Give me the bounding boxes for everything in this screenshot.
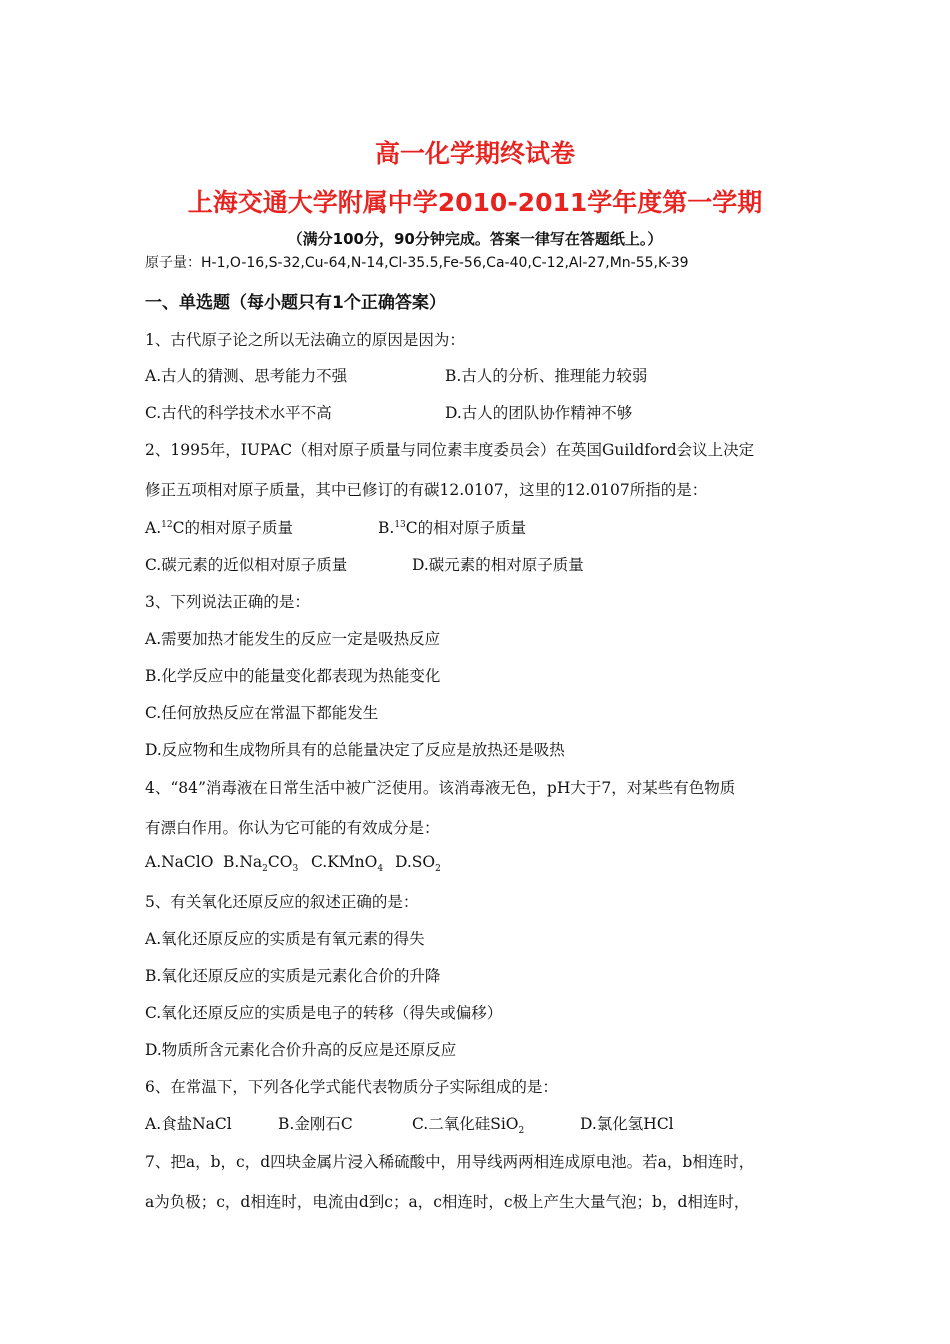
q2-b-superscript: 13	[394, 519, 406, 530]
q2-option-b	[378, 516, 526, 538]
q2-a-text: C的相对原子质量	[172, 519, 293, 537]
q6-option-d: D.氯化氢HCl	[580, 1115, 674, 1133]
q3-option-c: C.任何放热反应在常温下都能发生	[145, 704, 379, 722]
q4-option-a: A.NaClO	[145, 853, 214, 871]
exam-title: 高一化学期终试卷	[374, 139, 575, 168]
q4-stem-line2: 有漂白作用。你认为它可能的有效成分是：	[145, 819, 440, 837]
q2-b-prefix: B.	[378, 519, 395, 537]
q4-b-middle: CO	[267, 853, 293, 871]
q4-d-prefix: D.SO	[395, 853, 436, 871]
section-heading: 一、单选题（每小题只有1个正确答案）	[145, 293, 446, 313]
q6-option-a: A.食盐NaCl	[145, 1115, 232, 1133]
q4-c-prefix: C.KMnO	[311, 853, 378, 871]
q4-b-subscript-2: 3	[292, 864, 299, 875]
q6-c-prefix: C.二氧化硅SiO	[412, 1115, 519, 1133]
q3-option-b: B.化学反应中的能量变化都表现为热能变化	[145, 667, 441, 685]
q4-option-b	[223, 853, 298, 874]
q2-stem-line2: 修正五项相对原子质量，其中已修订的有碳12.0107，这里的12.0107所指的是：	[145, 481, 708, 499]
q2-option-c: C.碳元素的近似相对原子质量	[145, 556, 348, 574]
q4-c-subscript: 4	[377, 864, 384, 875]
exam-note: （满分100分，90分钟完成。答案一律写在答题纸上。）	[287, 230, 663, 248]
q6-option-b: B.金刚石C	[278, 1115, 353, 1133]
q3-option-d: D.反应物和生成物所具有的总能量决定了反应是放热还是吸热	[145, 741, 565, 759]
q7-stem-line2: a为负极；c，d相连时，电流由d到c；a，c相连时，c极上产生大量气泡；b，d相连时，	[145, 1193, 750, 1211]
q2-stem-line1: 2、1995年，IUPAC（相对原子质量与同位素丰度委员会）在英国Guildford会议上决定	[145, 441, 755, 459]
q2-option-d: D.碳元素的相对原子质量	[412, 556, 584, 574]
q5-option-b: B.氧化还原反应的实质是元素化合价的升降	[145, 967, 441, 985]
q5-option-a: A.氧化还原反应的实质是有氧元素的得失	[145, 930, 425, 948]
exam-subtitle: 上海交通大学附属中学2010-2011学年度第一学期	[187, 188, 763, 217]
q5-option-c: C.氧化还原反应的实质是电子的转移（得失或偏移）	[145, 1004, 503, 1022]
q2-a-prefix: A.	[145, 519, 162, 537]
q2-b-text: C的相对原子质量	[405, 519, 527, 537]
q3-stem: 3、下列说法正确的是：	[145, 593, 310, 611]
q1-option-c: C.古代的科学技术水平不高	[145, 404, 332, 422]
q2-a-superscript: 12	[161, 519, 173, 530]
q4-option-c	[311, 853, 383, 874]
q5-option-d: D.物质所含元素化合价升高的反应是还原反应	[145, 1041, 457, 1059]
q4-option-d	[395, 853, 441, 874]
q4-d-subscript: 2	[435, 864, 441, 875]
q4-b-prefix: B.Na	[223, 853, 263, 871]
q5-stem: 5、有关氧化还原反应的叙述正确的是：	[145, 893, 419, 911]
q1-option-d: D.古人的团队协作精神不够	[445, 404, 633, 422]
q1-option-a: A.古人的猜测、思考能力不强	[145, 367, 348, 385]
q7-stem-line1: 7、把a，b，c，d四块金属片浸入稀硫酸中，用导线两两相连成原电池。若a，b相连时，	[145, 1153, 755, 1171]
q6-c-subscript: 2	[518, 1126, 525, 1137]
q2-option-a	[145, 516, 293, 538]
q4-stem-line1: 4、“84”消毒液在日常生活中被广泛使用。该消毒液无色，pH大于7，对某些有色物质	[145, 779, 736, 797]
q1-option-b: B.古人的分析、推理能力较弱	[445, 367, 648, 385]
q4-b-subscript-1: 2	[262, 864, 268, 875]
q6-option-c	[412, 1112, 524, 1136]
q6-stem: 6、在常温下，下列各化学式能代表物质分子实际组成的是：	[145, 1078, 558, 1096]
q3-option-a: A.需要加热才能发生的反应一定是吸热反应	[145, 630, 441, 648]
atomic-mass-line: 原子量：H-1,O-16,S-32,Cu-64,N-14,Cl-35.5,Fe-56,Ca-40,C-12,Al-27,Mn-55,K-39	[145, 255, 689, 271]
q1-stem: 1、古代原子论之所以无法确立的原因是因为：	[145, 331, 465, 349]
